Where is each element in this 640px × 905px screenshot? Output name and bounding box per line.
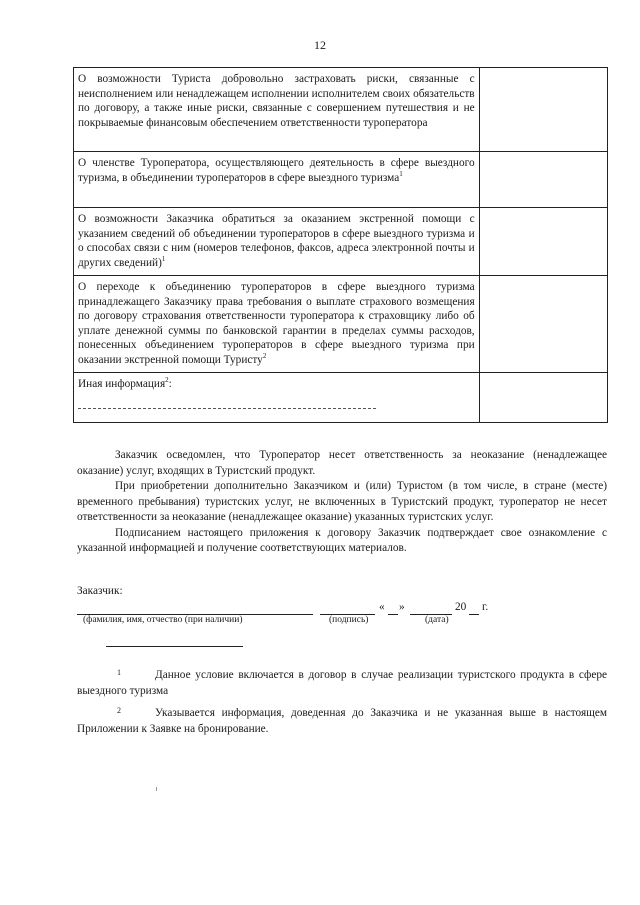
table-cell-text: О членстве Туроператора, осуществляющего деятельность в сфере выездного туризма, в объединении туроператоров в сфере выездного туризма$^1$ (74, 152, 480, 208)
footnote-number: 2 (117, 706, 121, 715)
footnote-ref: 1 (399, 169, 403, 178)
paragraph: Заказчик осведомлен, что Туроператор несет ответственность за неоказание (ненадлежащее оказание) услуг, входящих в Туристский продукт. (77, 449, 607, 477)
footnote-ref: 2 (262, 351, 267, 360)
body-text (77, 448, 607, 557)
signature-caption: (подпись) (329, 615, 369, 625)
paragraph: Подписанием настоящего приложения к договору Заказчик подтверждает свое ознакомление с указанной информацией и получение соответствующих материалов. (77, 526, 607, 554)
table-cell-text: О переходе к объединению туроператоров в сфере выездного туризма принадлежащего Заказчику права требования о выплате страхового возмещения по договору страхования ответственности туроператора к страховщику либо об уплате денежной суммы по банковской гарантии в пределах суммы расходов, понесенных объединением туроператоров в сфере выездного туризма при оказании экстренной помощи Туристу$^2$ (74, 276, 480, 373)
footnote-ref: 1 (161, 254, 166, 263)
fill-in-line (78, 408, 376, 409)
date-caption: (дата) (425, 615, 449, 625)
table-cell-blank (479, 276, 607, 373)
page-number: 12 (314, 38, 326, 52)
footnote (77, 668, 607, 699)
footnote-ref: 2 (165, 376, 169, 385)
year-prefix: 20 (455, 601, 467, 613)
footnote-text: Данное условие включается в договор в случае реализации туристского продукта в сфере выездного туризма (77, 669, 607, 697)
customer-label: Заказчик: (77, 585, 123, 597)
table-cell-text: Иная информация$^2$: (74, 373, 480, 423)
paragraph: При приобретении дополнительно Заказчиком и (или) Туристом (в том числе, в стране (месте) временного пребывания) туристских услуг, не включенных в Туристский продукт, туроператор не несет ответственности за неоказание (ненадлежащее оказание) указанных туристских услуг. (77, 480, 607, 523)
scan-mark (156, 787, 157, 791)
table-row (74, 68, 608, 152)
table-cell-blank (479, 68, 607, 152)
table-cell-blank (479, 373, 607, 423)
name-caption: (фамилия, имя, отчество (при наличии) (83, 615, 243, 625)
footnote-number: 1 (117, 668, 121, 677)
table-cell-blank (479, 208, 607, 276)
signature-row (77, 601, 607, 631)
quote-close: » (399, 601, 405, 613)
table-row (74, 208, 608, 276)
year-suffix: г. (482, 601, 489, 613)
table-row (74, 152, 608, 208)
table-row (74, 276, 608, 373)
table-cell-blank (479, 152, 607, 208)
quote-open: « (379, 601, 385, 613)
day-line (388, 614, 398, 615)
information-table (73, 67, 608, 423)
footnote-text: Указывается информация, доведенная до Заказчика и не указанная выше в настоящем Приложении к Заявке на бронирование. (77, 707, 607, 735)
footnote-separator (106, 646, 243, 647)
footnote (77, 706, 607, 737)
table-row (74, 373, 608, 423)
table-cell-text: О возможности Туриста добровольно застраховать риски, связанные с неисполнением или ненадлежащем исполнении исполнителем своих обязательств по договору, а также иные риски, связанные с совершением путешествия и не покрываемые финансовым обеспечением ответственности туроператора (74, 68, 480, 152)
year-line (469, 614, 479, 615)
table-cell-text: О возможности Заказчика обратиться за оказанием экстренной помощи с указанием сведений об объединении туроператоров в сфере выездного туризма и о способах связи с ним (номеров телефонов, факсов, адреса электронной почты и других сведений)$^1$ (74, 208, 480, 276)
